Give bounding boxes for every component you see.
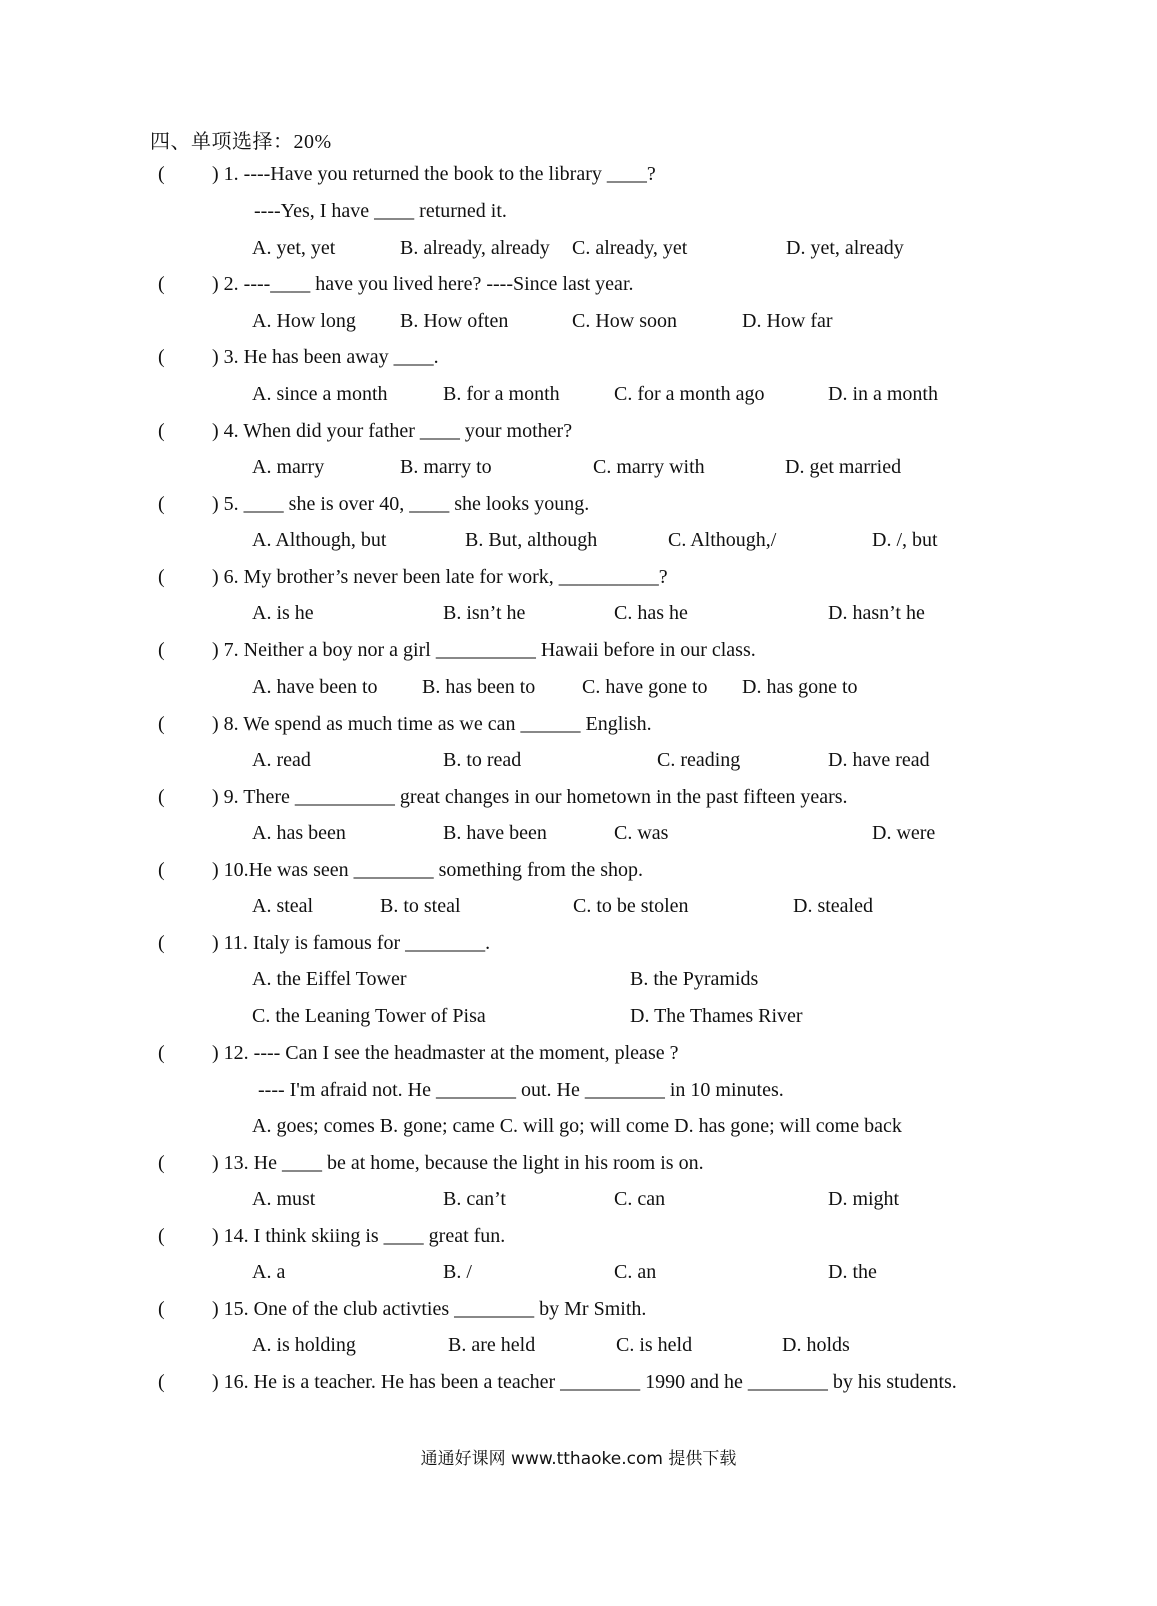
option: C. the Leaning Tower of Pisa [252, 1005, 486, 1027]
option: C. is held [616, 1334, 693, 1356]
question-7: ) 7. Neither a boy nor a girl __________ Hawaii before in our class. [212, 639, 756, 661]
question-13: ) 13. He ____ be at home, because the light in his room is on. [212, 1152, 704, 1174]
answer-blank: ( [158, 1371, 165, 1393]
option: D. stealed [793, 895, 873, 917]
question-1-sub: ----Yes, I have ____ returned it. [254, 200, 507, 222]
option: B. to steal [380, 895, 461, 917]
question-12-sub: ---- I'm afraid not. He ________ out. He ________ in 10 minutes. [258, 1079, 784, 1101]
answer-blank: ( [158, 1152, 165, 1174]
option: C. an [614, 1261, 657, 1283]
option: C. Although,/ [668, 529, 777, 551]
option: C. was [614, 822, 669, 844]
option: A. marry [252, 456, 325, 478]
option: B. already, already [400, 237, 550, 259]
option: A. have been to [252, 676, 378, 698]
option: B. the Pyramids [630, 968, 759, 990]
option: D. The Thames River [630, 1005, 803, 1027]
option: A. since a month [252, 383, 388, 405]
option: A. has been [252, 822, 346, 844]
option: A. steal [252, 895, 314, 917]
answer-blank: ( [158, 639, 165, 661]
option: B. can’t [443, 1188, 506, 1210]
option: D. in a month [828, 383, 938, 405]
option: A. a [252, 1261, 286, 1283]
question-9: ) 9. There __________ great changes in our hometown in the past fifteen years. [212, 786, 848, 808]
option: D. have read [828, 749, 930, 771]
option: C. already, yet [572, 237, 688, 259]
answer-blank: ( [158, 163, 165, 185]
question-1: ) 1. ----Have you returned the book to the library ____? [212, 163, 656, 185]
option: A. is he [252, 602, 314, 624]
option: B. are held [448, 1334, 536, 1356]
option: B. marry to [400, 456, 492, 478]
option: D. holds [782, 1334, 850, 1356]
option: C. marry with [593, 456, 705, 478]
answer-blank: ( [158, 859, 165, 881]
option: D. might [828, 1188, 900, 1210]
option: A. Although, but [252, 529, 387, 551]
question-8: ) 8. We spend as much time as we can ______ English. [212, 713, 652, 735]
question-5: ) 5. ____ she is over 40, ____ she looks young. [212, 493, 590, 515]
option: C. can [614, 1188, 666, 1210]
answer-blank: ( [158, 713, 165, 735]
section-title: 四、单项选择：20% [150, 131, 332, 153]
answer-blank: ( [158, 273, 165, 295]
answer-blank: ( [158, 1225, 165, 1247]
option: B. to read [443, 749, 522, 771]
question-6: ) 6. My brother’s never been late for work, __________? [212, 566, 668, 588]
question-12: ) 12. ---- Can I see the headmaster at the moment, please ? [212, 1042, 679, 1064]
option: D. has gone to [742, 676, 858, 698]
option: A. read [252, 749, 311, 771]
question-4: ) 4. When did your father ____ your mother? [212, 420, 573, 442]
answer-blank: ( [158, 1042, 165, 1064]
question-16: ) 16. He is a teacher. He has been a teacher ________ 1990 and he ________ by his students. [212, 1371, 957, 1393]
option: A. the Eiffel Tower [252, 968, 407, 990]
option: D. /, but [872, 529, 938, 551]
question-2: ) 2. ----____ have you lived here? ----Since last year. [212, 273, 634, 295]
option: A. yet, yet [252, 237, 336, 259]
option: A. is holding [252, 1334, 356, 1356]
option: B. / [443, 1261, 472, 1283]
option: D. hasn’t he [828, 602, 925, 624]
question-10: ) 10.He was seen ________ something from the shop. [212, 859, 644, 881]
question-14: ) 14. I think skiing is ____ great fun. [212, 1225, 506, 1247]
answer-blank: ( [158, 346, 165, 368]
answer-blank: ( [158, 566, 165, 588]
option: D. get married [785, 456, 902, 478]
option: B. But, although [465, 529, 598, 551]
option: C. reading [657, 749, 741, 771]
answer-blank: ( [158, 1298, 165, 1320]
option: B. for a month [443, 383, 560, 405]
answer-blank: ( [158, 932, 165, 954]
option: D. yet, already [786, 237, 904, 259]
option: A. goes; comes B. gone; came C. will go; will come D. has gone; will come back [252, 1115, 902, 1137]
option: D. were [872, 822, 936, 844]
option: B. have been [443, 822, 547, 844]
answer-blank: ( [158, 786, 165, 808]
option: C. for a month ago [614, 383, 765, 405]
option: C. has he [614, 602, 688, 624]
question-3: ) 3. He has been away ____. [212, 346, 439, 368]
option: D. How far [742, 310, 833, 332]
question-11: ) 11. Italy is famous for ________. [212, 932, 491, 954]
option: D. the [828, 1261, 877, 1283]
option: C. How soon [572, 310, 678, 332]
option: B. How often [400, 310, 509, 332]
answer-blank: ( [158, 420, 165, 442]
answer-blank: ( [158, 493, 165, 515]
footer-credit: 通通好课网 www.tthaoke.com 提供下载 [420, 1449, 737, 1469]
option: A. must [252, 1188, 316, 1210]
option: C. have gone to [582, 676, 708, 698]
question-15: ) 15. One of the club activties ________ by Mr Smith. [212, 1298, 647, 1320]
option: A. How long [252, 310, 356, 332]
option: B. isn’t he [443, 602, 526, 624]
option: B. has been to [422, 676, 536, 698]
option: C. to be stolen [573, 895, 689, 917]
